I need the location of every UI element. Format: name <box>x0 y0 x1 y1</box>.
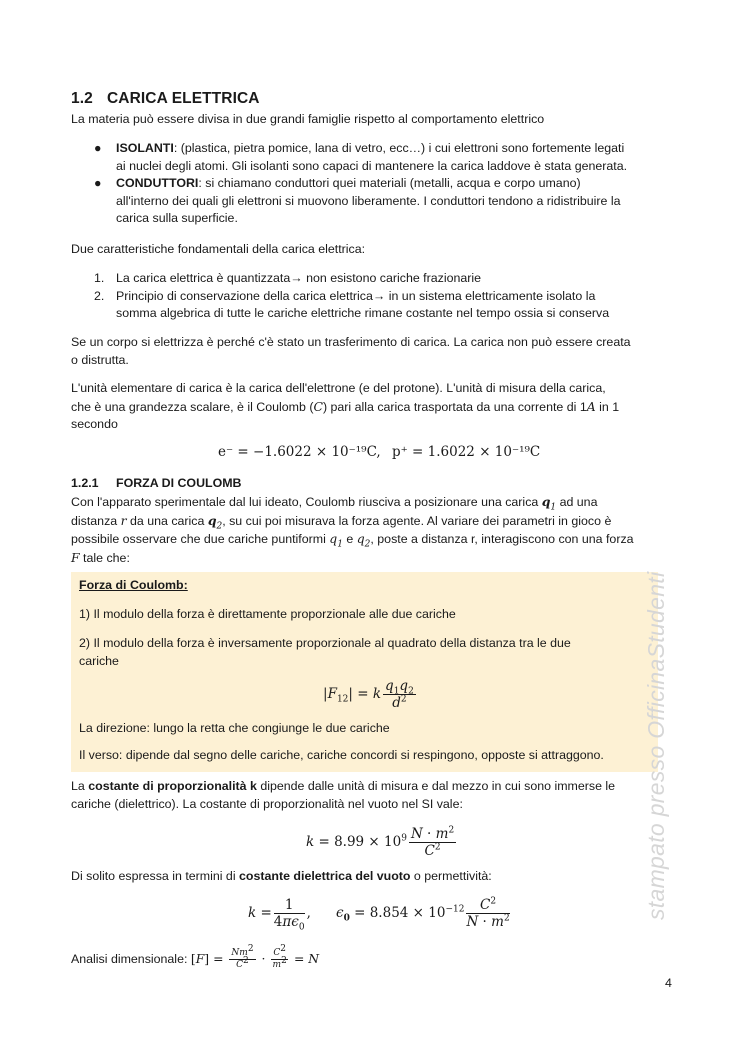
list-item <box>94 175 677 228</box>
text-span: La <box>71 779 89 793</box>
section-number: 1.2 <box>71 90 93 107</box>
bullet-text: : (plastica, pietra pomice, lana di vetro, ecc…) i cui elettroni sono fortemente legati <box>173 141 625 155</box>
math-r: r <box>120 512 127 528</box>
box-text: cariche <box>79 653 119 668</box>
k-value-formula: $k = 8.99 \times 10^9$ $\frac{N \cdot m^2}{C^2}$ <box>306 825 455 859</box>
text-span: Con l'apparato sperimentale dal lui ideato, Coulomb riusciva a posizionare una carica <box>71 495 542 509</box>
paragraph-line <box>71 549 677 568</box>
math-q2: $q_2$ <box>207 512 223 531</box>
paragraph-line: cariche (dielettrico). La costante di proporzionalità nel vuoto nel SI vale: <box>71 796 463 811</box>
paragraph-line <box>71 778 677 796</box>
dimensional-analysis <box>71 944 677 971</box>
electrification-paragraph <box>71 334 677 369</box>
math-q1: $q_1$ <box>541 494 557 513</box>
proton-charge-equation: p⁺ = 1.6022 × 10⁻¹⁹C <box>392 444 541 460</box>
page-number: 4 <box>665 976 672 990</box>
box-item-2 <box>79 635 571 670</box>
text-span: Di solito espressa in termini di <box>71 869 240 883</box>
text-span: tale che: <box>79 550 130 565</box>
text-span: o permettività: <box>410 869 492 883</box>
intro-paragraph: La materia può essere divisa in due grandi famiglie rispetto al comportamento elettrico <box>71 112 545 126</box>
text-span: dipende dalle unità di misura e dal mezzo in cui sono immerse le <box>256 779 616 793</box>
list-item <box>94 270 677 288</box>
text-span: da una carica <box>126 513 208 528</box>
math-F: F <box>71 549 80 565</box>
bullet-text: ai nuclei degli atomi. Gli isolanti sono capaci di mantenere la carica laddove è stata generata. <box>116 158 628 173</box>
bullet-text: : si chiamano conduttori quei materiali (metalli, acqua e corpo umano) <box>198 176 581 190</box>
k-epsilon-formula: k = $\frac{1}{4\pi\epsilon_0}$ , <box>248 897 311 933</box>
list-number: 2. <box>94 288 105 303</box>
electron-charge-equation: e⁻ = −1.6022 × 10⁻¹⁹C, <box>218 444 381 460</box>
section-title <box>71 90 260 108</box>
list-text: Principio di conservazione della carica elettrica→ in un sistema elettricamente isolato la <box>116 288 596 303</box>
dielectric-paragraph <box>71 868 677 886</box>
text-span: , poste a distanza r, interagiscono con una forza <box>370 532 634 546</box>
features-numbered-list <box>94 270 677 323</box>
bullet-term: CONDUTTORI <box>116 176 199 190</box>
unit-charge-paragraph <box>71 380 677 434</box>
coulomb-force-formula: $|F_{12}| = k$ $\frac{q_1q_2}{d^2}$ <box>323 678 414 711</box>
features-intro: Due caratteristiche fondamentali della carica elettrica: <box>71 242 366 256</box>
math-q1: $q_1$ <box>329 531 343 550</box>
box-title <box>79 577 188 595</box>
text-span: Analisi dimensionale: <box>71 951 191 966</box>
text-span: possibile osservare che due cariche puntiformi <box>71 532 330 546</box>
text-span: che è una grandezza scalare, è il Coulomb ( <box>71 399 314 414</box>
paragraph-line <box>71 530 677 549</box>
dimensional-formula: [F] = $\frac{Nm^2}{C^2}$ · $\frac{C^2}{m^2}$ = N <box>190 944 320 970</box>
text-span: distanza <box>71 513 121 528</box>
coulomb-law-box <box>71 572 658 772</box>
list-item <box>94 288 677 323</box>
paragraph-line <box>71 512 677 531</box>
bullet-icon: ● <box>94 176 102 190</box>
section-title-text: CARICA ELETTRICA <box>107 90 260 107</box>
list-number: 1. <box>94 271 105 285</box>
box-text: 2) Il modulo della forza è inversamente proporzionale al quadrato della distanza tra le due <box>79 636 571 650</box>
subsection-number: 1.2.1 <box>71 476 99 490</box>
text-span: e <box>342 532 357 546</box>
text-span: , su cui poi misurava la forza agente. Al variare dei parametri in gioco è <box>222 513 612 528</box>
list-text: somma algebrica di tutte le cariche elettriche rimane costante nel tempo ossia si conserva <box>116 306 610 320</box>
math-q2: $q_2$ <box>356 531 371 550</box>
constant-paragraph <box>71 778 677 813</box>
subsection-title <box>71 475 242 493</box>
paragraph-line <box>71 493 677 512</box>
material-bullet-list <box>94 140 677 228</box>
bullet-term: ISOLANTI <box>116 141 174 155</box>
text-span: ) pari alla carica trasportata da una corrente di 1 <box>322 399 587 414</box>
paragraph-line: L'unità elementare di carica è la carica dell'elettrone (e del protone). L'unità di misura della carica, <box>71 381 606 395</box>
box-direction: La direzione: lungo la retta che congiunge le due cariche <box>79 721 390 735</box>
box-title-text: Forza di Coulomb: <box>79 578 188 592</box>
list-text: La carica elettrica è quantizzata→ non esistono cariche frazionarie <box>116 271 482 285</box>
paragraph-line: o distrutta. <box>71 352 129 367</box>
paragraph-line: Se un corpo si elettrizza è perché c'è stato un trasferimento di carica. La carica non può essere creata <box>71 335 631 349</box>
box-verse: Il verso: dipende dal segno delle cariche, cariche concordi si respingono, opposte si attraggono. <box>79 748 604 762</box>
box-item-1: 1) Il modulo della forza è direttamente proporzionale alle due cariche <box>79 607 456 621</box>
bullet-icon: ● <box>94 141 102 155</box>
math-symbol: A <box>586 398 596 414</box>
subsection-title-text: FORZA DI COULOMB <box>116 476 242 490</box>
paragraph-line <box>71 398 677 417</box>
bold-term: costante dielettrica del vuoto <box>239 869 411 883</box>
bullet-text: carica sulla superficie. <box>116 211 238 225</box>
list-item <box>94 140 677 175</box>
coulomb-paragraph <box>71 493 677 567</box>
math-symbol: C <box>313 398 323 414</box>
bullet-text: all'interno dei quali gli elettroni si muovono liberamente. I conduttori tendono a ridistribuire la <box>116 193 621 208</box>
watermark: stampato presso OfficinaStudenti <box>643 571 669 920</box>
text-span: ad una <box>556 495 598 509</box>
epsilon-zero-formula: $\epsilon_0 = 8.854 \times 10^{-12}$ $\frac{C^2}{N \cdot m^2}$ <box>336 896 510 930</box>
text-span: in 1 <box>595 399 620 414</box>
paragraph-line: secondo <box>71 417 118 431</box>
bold-term: costante di proporzionalità k <box>88 779 257 793</box>
